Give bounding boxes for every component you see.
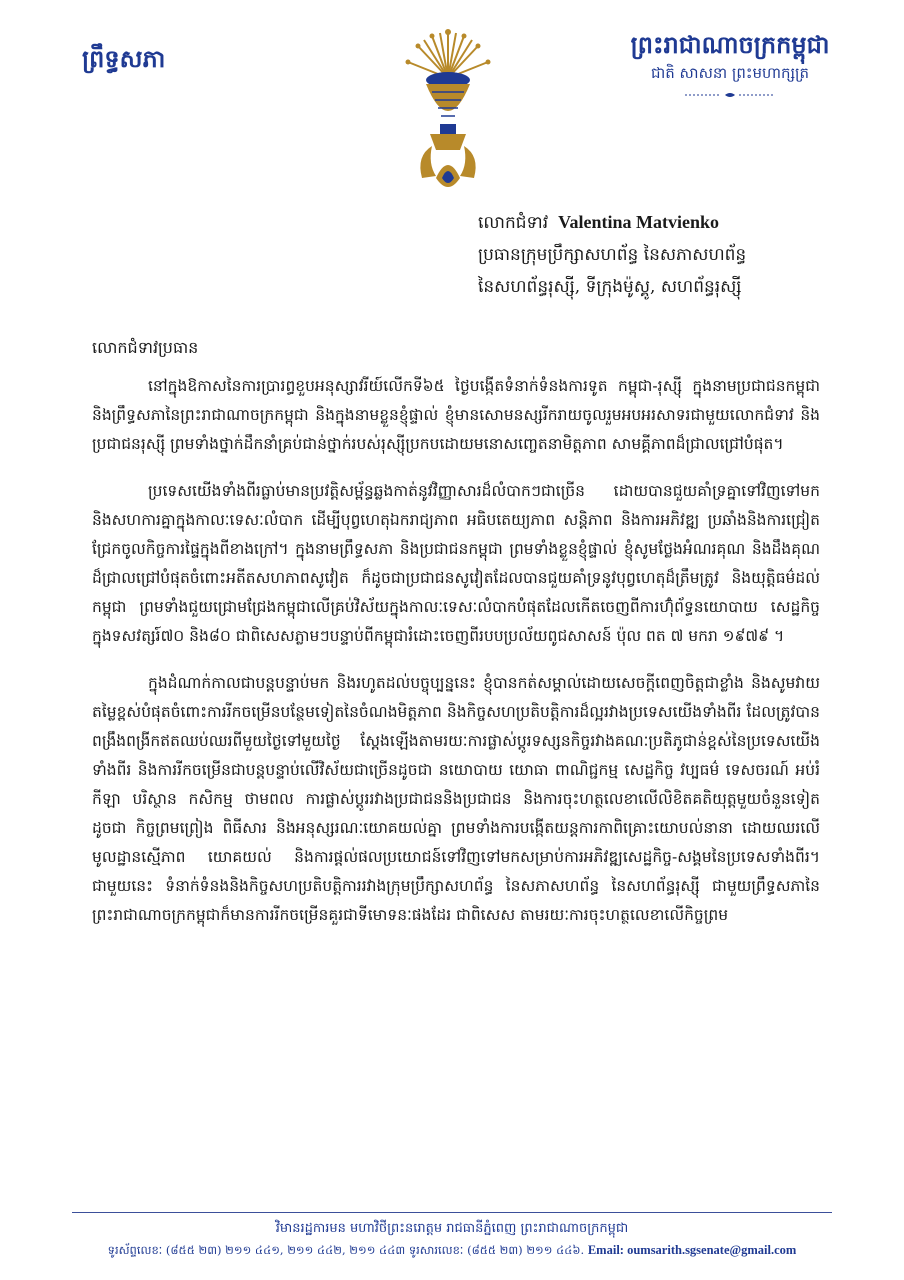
footer-address: វិមានរដ្ឋការមន មហាវិថីព្រះនរោត្តម រាជធានីភ្នំពេញ ព្រះរាជាណាចក្រកម្ពុជា xyxy=(275,1221,629,1236)
kingdom-header xyxy=(600,28,860,103)
recipient-name: Valentina Matvienko xyxy=(558,212,720,232)
footer-email[interactable]: Email: oumsarith.sgsenate@gmail.com xyxy=(587,1243,797,1257)
recipient-title-line2: នៃសហព័ន្ធរុស្ស៊ី, ទីក្រុងម៉ូស្គូ, សហព័ន្ធរុស្ស៊ី xyxy=(478,277,742,297)
paragraph-1: នៅក្នុងឱកាសនៃការប្រារព្ធខួបអនុស្សាវរីយ៍លើកទី៦៥ ថ្ងៃបង្កើតទំនាក់ទំនងការទូត កម្ពុជា-រុស្ស៊ី ក្នុងនាមប្រជាជនកម្ពុជា និងព្រឹទ្ធសភានៃព្រះរាជាណាចក្រកម្ពុជា និងក្នុងនាមខ្លួនខ្ញុំផ្ទាល់ ខ្ញុំមានសោមនស្សរីករាយចូលរួមអបអរសាទរជាមួយលោកជំទាវ និងប្រជាជនរុស្ស៊ី ព្រមទាំងថ្នាក់ដឹកនាំគ្រប់ជាន់ថ្នាក់របស់រុស្ស៊ីប្រកបដោយមនោសញ្ចេតនាមិត្តភាព សាមគ្គីភាពដ៏ជ្រាលជ្រៅបំផុត។ xyxy=(92,377,820,453)
paragraph-2: ប្រទេសយើងទាំងពីរធ្លាប់មានប្រវត្តិសម្ព័ន្ធឆ្លងកាត់នូវវិញ្ញាសារដ៏លំបាកៗជាច្រើន ដោយបានជួយគាំទ្រគ្នាទៅវិញទៅមក និងសហការគ្នាក្នុងកាលៈទេសៈលំបាក ដើម្បីបុព្វហេតុឯករាជ្យភាព អធិបតេយ្យភាព សន្តិភាព និងការអភិវឌ្ឍ ប្រឆាំងនិងការជ្រៀតជ្រែកចូលកិច្ចការផ្ទៃក្នុងពីខាងក្រៅ។ ក្នុងនាមព្រឹទ្ធសភា និងប្រជាជនកម្ពុជា ព្រមទាំងខ្លួនខ្ញុំផ្ទាល់ ខ្ញុំសូមថ្លែងអំណរគុណ និងដឹងគុណដ៏ជ្រាលជ្រៅបំផុតចំពោះអតីតសហភាពសូវៀត ក៏ដូចជាប្រជាជនសូវៀតដែលបានជួយគាំទ្រនូវបុព្វហេតុដ៏ត្រឹមត្រូវ និងយុត្តិធម៌ដល់កម្ពុជា ព្រមទាំងជួយជ្រោមជ្រែងកម្ពុជាលើគ្រប់វិស័យក្នុងកាលៈទេសៈលំបាកបំផុតដែលកើតចេញពីការហ៊ុំព័ទ្ធនយោបាយ សេដ្ឋកិច្ចក្នុងទសវត្សរ៍៧០ និង៨០ ជាពិសេសភ្លាមៗបន្ទាប់ពីកម្ពុជារំដោះចេញពីរបបប្រល័យពូជសាសន៍ ប៉ុល ពត ៧ មករា ១៩៧៩ ។ xyxy=(92,482,820,645)
ornament-divider-icon xyxy=(685,91,775,99)
salutation: លោកជំទាវប្រធាន xyxy=(92,338,199,357)
recipient-name-line xyxy=(478,206,878,239)
royal-emblem-icon xyxy=(402,28,494,198)
footer-divider xyxy=(72,1212,832,1213)
kingdom-name: ព្រះរាជាណាចក្រកម្ពុជា xyxy=(630,30,830,59)
recipient-honorific: លោកជំទាវ xyxy=(478,213,549,233)
kingdom-motto: ជាតិ សាសនា ព្រះមហាក្សត្រ xyxy=(650,64,810,82)
footer xyxy=(0,1212,904,1261)
footer-contact-line xyxy=(0,1239,904,1261)
paragraph-3: ក្នុងដំណាក់កាលជាបន្តបន្ទាប់មក និងរហូតដល់បច្ចុប្បន្ននេះ ខ្ញុំបានកត់សម្គាល់ដោយសេចក្តីពេញចិត្តជាខ្លាំង និងសូមវាយតម្លៃខ្ពស់បំផុតចំពោះការរីកចម្រើនបន្ថែមទៀតនៃចំណងមិត្តភាព និងកិច្ចសហប្រតិបត្តិការដ៏ល្អរវាងប្រទេសយើងទាំងពីរ ដែលត្រូវបានពង្រឹងពង្រីកឥតឈប់ឈរពីមួយថ្ងៃទៅមួយថ្ងៃ ស្តែងឡើងតាមរយៈការផ្លាស់ប្តូរទស្សនកិច្ចរវាងគណៈប្រតិភូជាន់ខ្ពស់នៃប្រទេសយើងទាំងពីរ និងការរីកចម្រើនជាបន្តបន្ទាប់លើវិស័យជាច្រើនដូចជា នយោបាយ យោធា ពាណិជ្ជកម្ម សេដ្ឋកិច្ច វប្បធម៌ ទេសចរណ៍ អប់រំ កីឡា បរិស្ថាន កសិកម្ម ថាមពល ការផ្លាស់ប្តូររវាងប្រជាជននិងប្រជាជន និងការចុះហត្ថលេខាលើលិខិតគតិយុត្តមួយចំនួនទៀតដូចជា កិច្ចព្រមព្រៀង ពិធីសារ និងអនុស្សរណៈយោគយល់គ្នា ព្រមទាំងការបង្កើតយន្តការកាពិគ្រោះយោបល់នានា ដោយឈរលើមូលដ្ឋានស្មើភាព យោគយល់ និងការផ្តល់ផលប្រយោជន៍ទៅវិញទៅមកសម្រាប់ការអភិវឌ្ឍសេដ្ឋកិច្ច-សង្គមនៃប្រទេសទាំងពីរ។ ជាមួយនេះ ទំនាក់ទំនងនិងកិច្ចសហប្រតិបត្តិការរវាងក្រុមប្រឹក្សាសហព័ន្ធ នៃសភាសហព័ន្ធ នៃសហព័ន្ធរុស្ស៊ី ជាមួយព្រឹទ្ធសភានៃព្រះរាជាណាចក្រកម្ពុជាក៏មានការរីកចម្រើនគួរជាទីមោទនៈផងដែរ ជាពិសេស តាមរយៈការចុះហត្ថលេខាលើកិច្ចព្រម xyxy=(92,674,820,924)
letter-body xyxy=(92,333,820,948)
letterhead xyxy=(0,0,904,200)
footer-phone-fax: ទូរស័ព្ទលេខៈ (៨៥៥ ២៣) ២១១ ៤៤១, ២១១ ៤៤២, ២១១ ៤៤៣ ទូរសារលេខៈ (៨៥៥ ២៣) ២១១ ៤៤៦. xyxy=(107,1243,585,1257)
senate-label: ព្រឹទ្ធសភា xyxy=(82,44,166,73)
recipient-title-line1: ប្រធានក្រុមប្រឹក្សាសហព័ន្ធ នៃសភាសហព័ន្ធ xyxy=(478,245,747,265)
recipient-block xyxy=(478,206,878,303)
